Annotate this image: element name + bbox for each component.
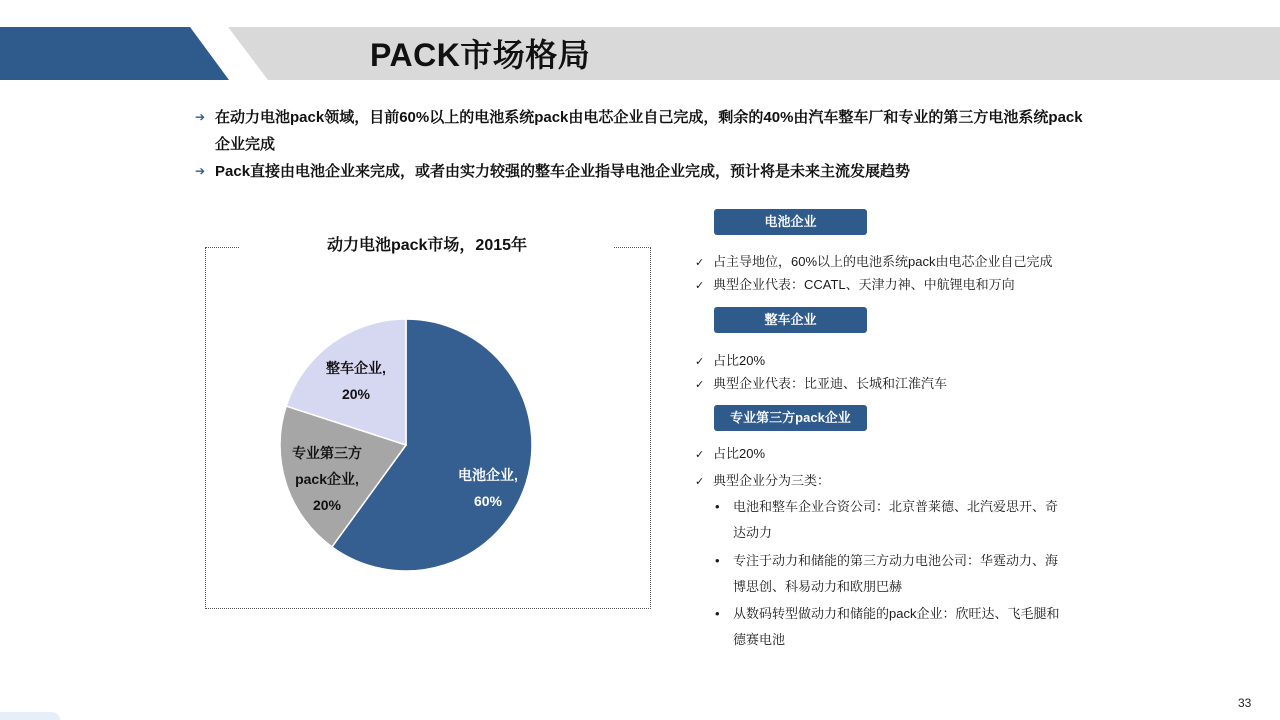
category-pill-third-party: 专业第三方pack企业 bbox=[714, 405, 867, 431]
pie-label-line: 专业第三方 bbox=[292, 445, 362, 461]
bullet-dot-icon: • bbox=[715, 499, 720, 514]
pie-label-value: 60% bbox=[473, 493, 503, 509]
arrow-right-icon: ➔ bbox=[195, 110, 206, 124]
sub-item-text: 从数码转型做动力和储能的pack企业：欣旺达、飞毛腿和德赛电池 bbox=[733, 606, 1060, 647]
bullet-dot-icon: • bbox=[715, 606, 720, 621]
pie-label-line: 整车企业, bbox=[326, 360, 386, 376]
sub-item-text: 专注于动力和储能的第三方动力电池公司：华霆动力、海博思创、科易动力和欧朋巴赫 bbox=[733, 553, 1059, 594]
check-icon: ✓ bbox=[695, 449, 705, 461]
check-item bbox=[695, 445, 765, 464]
pie-label-battery bbox=[440, 462, 536, 514]
check-icon: ✓ bbox=[695, 379, 705, 391]
sub-item bbox=[715, 494, 1070, 546]
arrow-right-icon: ➔ bbox=[195, 164, 206, 178]
check-icon: ✓ bbox=[695, 356, 705, 368]
check-icon: ✓ bbox=[695, 257, 705, 269]
check-item-text: 典型企业分为三类： bbox=[713, 473, 831, 488]
category-pill-oem: 整车企业 bbox=[714, 307, 867, 333]
check-item-text: 占比20% bbox=[713, 446, 766, 461]
pie-label-oem bbox=[308, 355, 404, 407]
check-item-text: 占主导地位，60%以上的电池系统pack由电芯企业自己完成 bbox=[713, 254, 1053, 269]
check-item-text: 占比20% bbox=[713, 353, 766, 368]
check-item bbox=[695, 276, 1015, 295]
check-icon: ✓ bbox=[695, 280, 705, 292]
pie-label-value: 20% bbox=[341, 386, 371, 402]
check-item bbox=[695, 352, 765, 371]
bullet-dot-icon: • bbox=[715, 553, 720, 568]
check-item bbox=[695, 375, 947, 394]
pie-label-line: pack企业, bbox=[295, 471, 359, 487]
chart-title: 动力电池pack市场，2015年 bbox=[240, 231, 614, 261]
check-icon: ✓ bbox=[695, 476, 705, 488]
category-pill-battery: 电池企业 bbox=[714, 209, 867, 235]
sub-item bbox=[715, 601, 1070, 653]
check-item bbox=[695, 472, 830, 491]
sub-item bbox=[715, 548, 1070, 600]
footer-decoration bbox=[0, 712, 60, 720]
check-item bbox=[695, 253, 1052, 272]
intro-bullet-text: 在动力电池pack领域，目前60%以上的电池系统pack由电芯企业自己完成，剩余的40%由汽车整车厂和专业的第三方电池系统pack企业完成 bbox=[215, 109, 1083, 153]
page-number: 33 bbox=[1238, 696, 1252, 710]
intro-bullet-text: Pack直接由电池企业来完成，或者由实力较强的整车企业指导电池企业完成，预计将是未来主流发展趋势 bbox=[215, 163, 911, 180]
page-title: PACK市场格局 bbox=[370, 37, 591, 73]
check-item-text: 典型企业代表：CCATL、天津力神、中航锂电和万向 bbox=[713, 277, 1015, 292]
pie-label-line: 电池企业, bbox=[458, 467, 518, 483]
check-item-text: 典型企业代表：比亚迪、长城和江淮汽车 bbox=[713, 376, 948, 391]
sub-item-text: 电池和整车企业合资公司：北京普莱德、北汽爱思开、奇达动力 bbox=[733, 499, 1059, 540]
pie-label-value: 20% bbox=[312, 497, 342, 513]
pie-label-third-party bbox=[276, 440, 378, 518]
